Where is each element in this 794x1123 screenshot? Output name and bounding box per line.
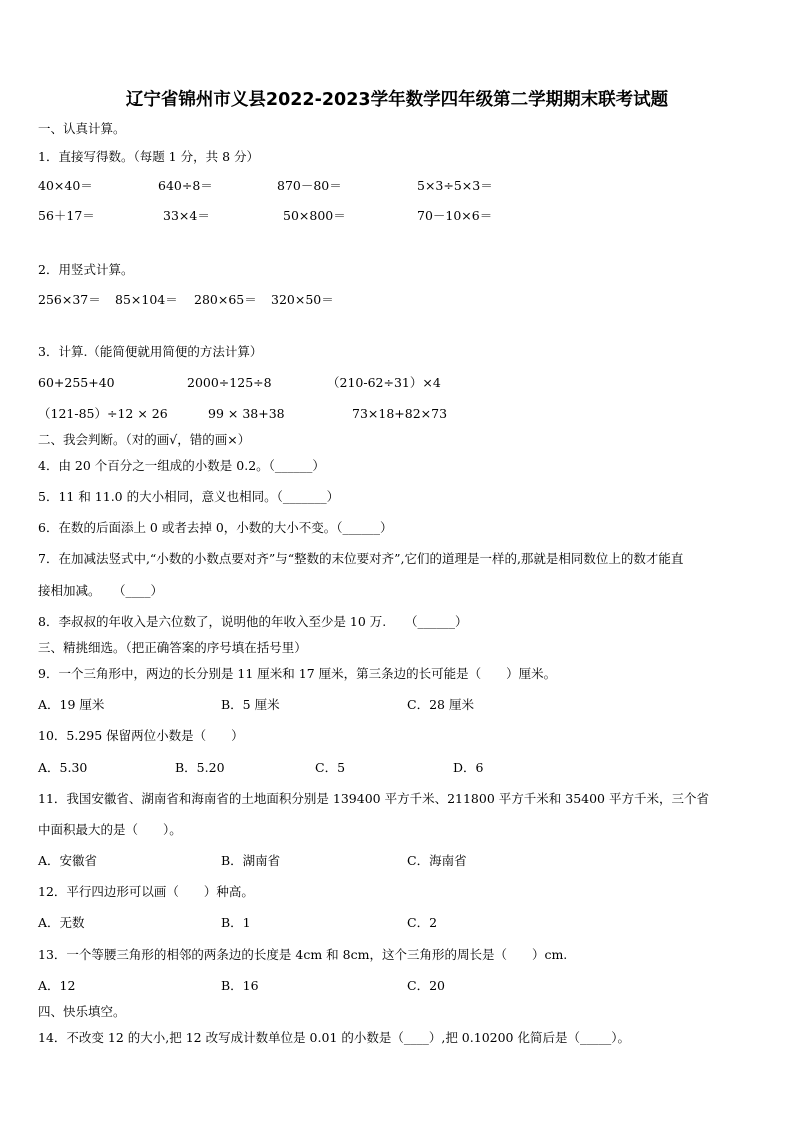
- vertical-calc-item: 85×104＝: [115, 292, 178, 307]
- vertical-calc-item: 256×37＝: [38, 292, 101, 307]
- expression-item: （210-62÷31）×4: [327, 375, 441, 390]
- calc-item: 640÷8＝: [158, 178, 213, 193]
- option-b: B．5 厘米: [221, 697, 280, 712]
- judge-question-5: 5．11 和 11.0 的大小相同，意义也相同。（_______）: [38, 489, 340, 504]
- section-3-heading: 三、精挑细选。（把正确答案的序号填在括号里）: [38, 640, 307, 655]
- option-c: C．20: [407, 978, 445, 993]
- section-4-heading: 四、快乐填空。: [38, 1004, 126, 1019]
- vertical-calc-item: 280×65＝: [194, 292, 257, 307]
- calc-item: 70－10×6＝: [417, 208, 493, 223]
- judge-question-6: 6．在数的后面添上 0 或者去掉 0，小数的大小不变。（______）: [38, 520, 393, 535]
- option-a: A．安徽省: [38, 853, 98, 868]
- judge-question-4: 4．由 20 个百分之一组成的小数是 0.2。（______）: [38, 458, 325, 473]
- question-12-stem: 12．平行四边形可以画（ ）种高。: [38, 884, 254, 899]
- judge-question-7-cont: 接相加减。 （____）: [38, 583, 164, 598]
- calc-item: 33×4＝: [163, 208, 210, 223]
- option-a: A．19 厘米: [38, 697, 105, 712]
- option-b: B．16: [221, 978, 259, 993]
- option-a: A．5.30: [38, 760, 88, 775]
- question-14-stem: 14．不改变 12 的大小,把 12 改写成计数单位是 0.01 的小数是（____）,把 0.10200 化简后是（_____）。: [38, 1030, 630, 1045]
- option-c: C．5: [315, 760, 346, 775]
- expression-item: 99 × 38+38: [208, 406, 285, 421]
- question-1-stem: 1．直接写得数。（每题 1 分，共 8 分）: [38, 149, 260, 164]
- question-9-stem: 9．一个三角形中，两边的长分别是 11 厘米和 17 厘米，第三条边的长可能是（ ）厘米。: [38, 666, 557, 681]
- calc-item: 870－80＝: [277, 178, 342, 193]
- question-11-stem: 11．我国安徽省、湖南省和海南省的土地面积分别是 139400 平方千米、211800 平方千米和 35400 平方千米，三个省: [38, 791, 709, 806]
- option-b: B．1: [221, 915, 251, 930]
- expression-item: 2000÷125÷8: [187, 375, 272, 390]
- judge-question-8: 8．李叔叔的年收入是六位数了，说明他的年收入至少是 10 万. （______）: [38, 614, 468, 629]
- vertical-calc-item: 320×50＝: [271, 292, 334, 307]
- calc-item: 56＋17＝: [38, 208, 95, 223]
- calc-item: 50×800＝: [283, 208, 346, 223]
- expression-item: 60+255+40: [38, 375, 115, 390]
- option-c: C．2: [407, 915, 438, 930]
- option-c: C．28 厘米: [407, 697, 474, 712]
- expression-item: 73×18+82×73: [352, 406, 448, 421]
- option-b: B．湖南省: [221, 853, 281, 868]
- question-10-stem: 10．5.295 保留两位小数是（ ）: [38, 728, 244, 743]
- option-b: B．5.20: [175, 760, 225, 775]
- question-13-stem: 13．一个等腰三角形的相邻的两条边的长度是 4cm 和 8cm，这个三角形的周长是（ ）cm.: [38, 947, 568, 962]
- option-d: D．6: [453, 760, 484, 775]
- expression-item: （121-85）÷12 × 26: [38, 406, 168, 421]
- page-title: 辽宁省锦州市义县2022-2023学年数学四年级第二学期期末联考试题: [125, 90, 669, 110]
- calc-item: 5×3÷5×3＝: [417, 178, 493, 193]
- judge-question-7: 7．在加减法竖式中,“小数的小数点要对齐”与“整数的末位要对齐”,它们的道理是一样的,那就是相同数位上的数才能直: [38, 551, 684, 566]
- calc-item: 40×40＝: [38, 178, 93, 193]
- section-1-heading: 一、认真计算。: [38, 121, 126, 136]
- option-a: A．无数: [38, 915, 85, 930]
- option-c: C．海南省: [407, 853, 467, 868]
- section-2-heading: 二、我会判断。（对的画√，错的画×）: [38, 432, 251, 447]
- option-a: A．12: [38, 978, 76, 993]
- question-3-stem: 3．计算.（能简便就用简便的方法计算）: [38, 344, 263, 359]
- question-11-stem-cont: 中面积最大的是（ ）。: [38, 822, 182, 837]
- question-2-stem: 2．用竖式计算。: [38, 262, 134, 277]
